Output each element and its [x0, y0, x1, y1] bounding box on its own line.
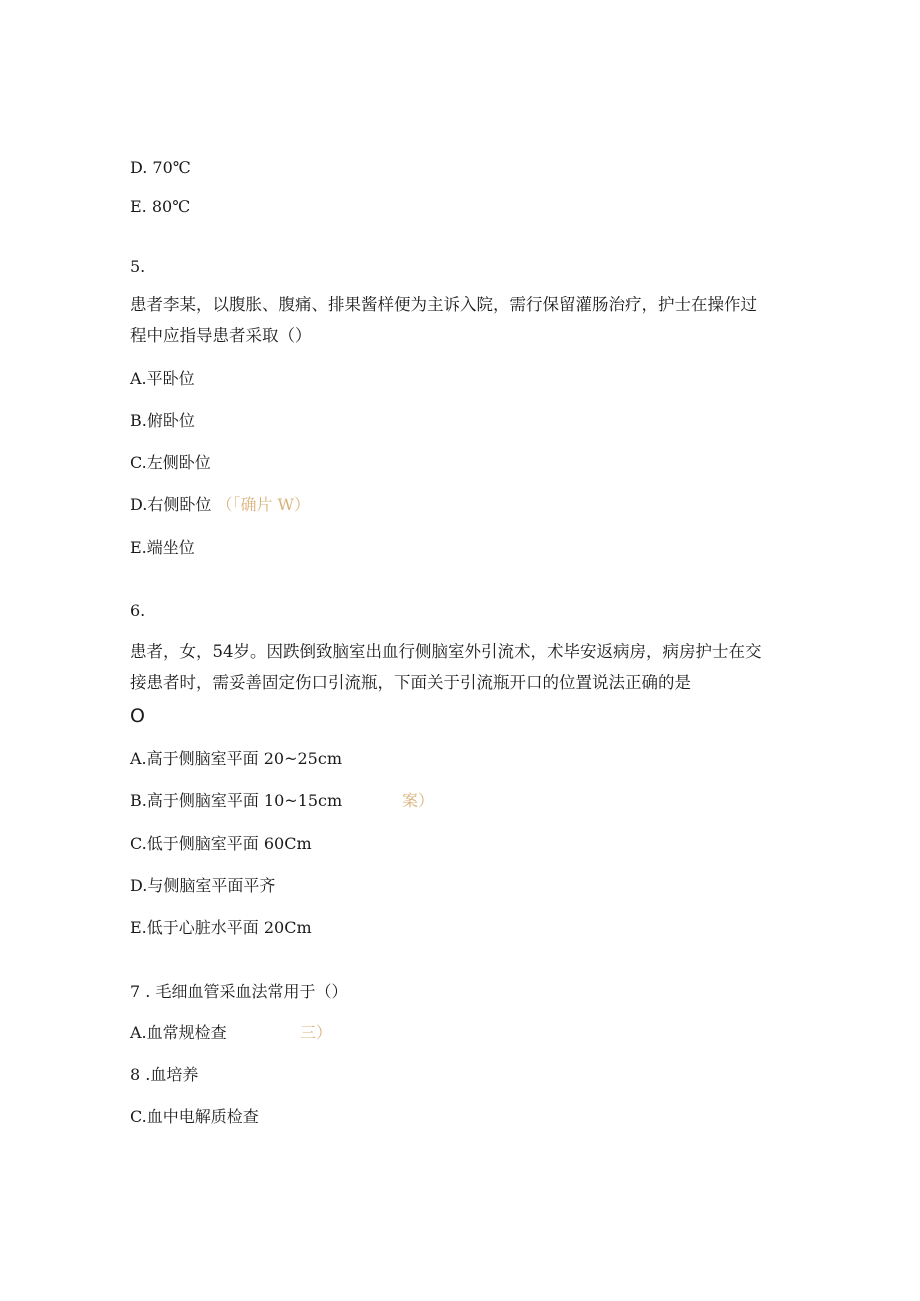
answer-mark: 三）: [300, 1023, 333, 1042]
answer-mark: （「确片 W）: [216, 495, 310, 514]
answer-mark: 案）: [402, 791, 435, 810]
question-number: 6.: [130, 601, 146, 620]
option-d: D.与侧脑室平面平齐: [130, 876, 276, 895]
option-a: A.高于侧脑室平面 20~25cm: [130, 749, 342, 768]
question-stem-line: O: [130, 705, 145, 727]
question-stem-line: 患者，女，54岁。因跌倒致脑室出血行侧脑室外引流术，术毕安返病房，病房护士在交: [130, 642, 762, 661]
option-c: C.左侧卧位: [130, 453, 211, 472]
option-b: 8 .血培养: [130, 1065, 199, 1084]
option-a: A.血常规检查: [130, 1023, 227, 1042]
option-c: C.血中电解质检查: [130, 1107, 259, 1126]
option-d: D. 70℃: [130, 158, 191, 177]
option-a: A.平卧位: [130, 369, 195, 388]
question-stem-line: 接患者时，需妥善固定伤口引流瓶，下面关于引流瓶开口的位置说法正确的是: [130, 673, 691, 692]
question-stem-line: 患者李某，以腹胀、腹痛、排果酱样便为主诉入院，需行保留灌肠治疗，护士在操作过: [130, 295, 757, 314]
option-e: E.低于心脏水平面 20Cm: [130, 918, 312, 937]
option-e: E.端坐位: [130, 538, 195, 557]
option-e: E. 80℃: [130, 197, 191, 216]
question-stem-line: 程中应指导患者采取（）: [130, 326, 312, 345]
option-text: D.右侧卧位: [130, 495, 212, 514]
option-d: [130, 494, 310, 516]
option-c: C.低于侧脑室平面 60Cm: [130, 834, 312, 853]
question-stem-line: 7 . 毛细血管采血法常用于（）: [130, 982, 348, 1001]
option-b: B.高于侧脑室平面 10~15cm: [130, 791, 343, 810]
option-b: B.俯卧位: [130, 411, 195, 430]
question-number: 5.: [130, 257, 146, 276]
